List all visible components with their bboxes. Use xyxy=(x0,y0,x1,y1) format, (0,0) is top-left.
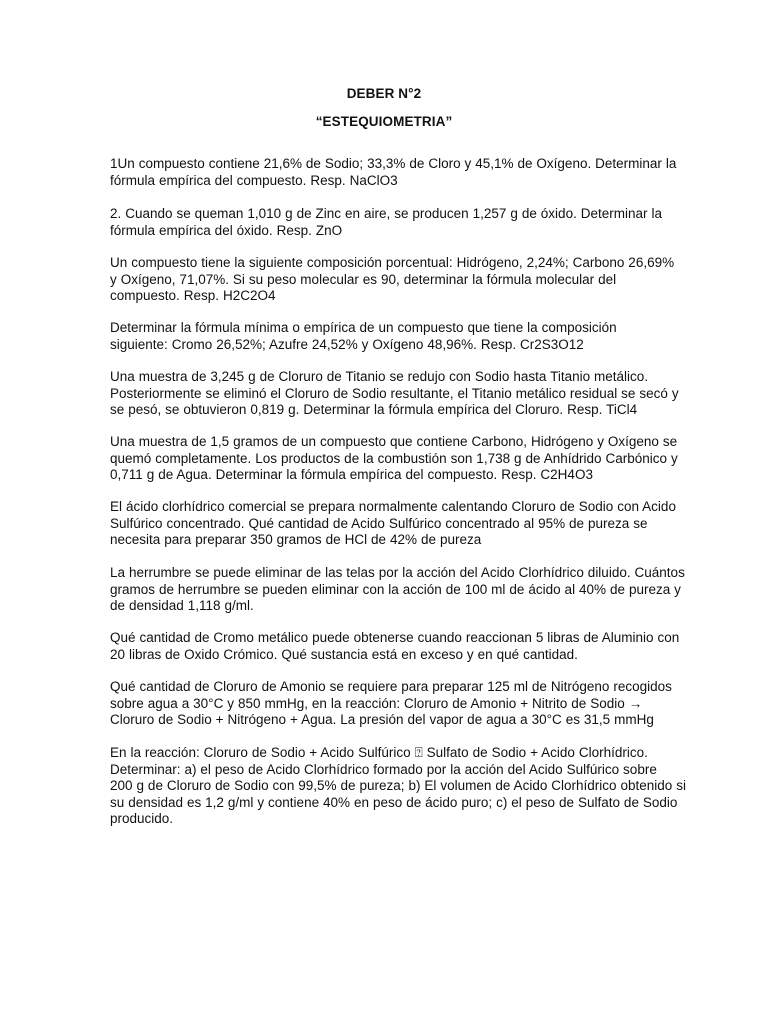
problem-line: necesita para preparar 350 gramos de HCl de 42% de pureza xyxy=(110,532,482,548)
problem-3 xyxy=(110,255,675,305)
problem-line: se pesó, se obtuvieron 0,819 g. Determinar la fórmula empírica del Cloruro. Resp. TiCl4 xyxy=(110,402,638,418)
problem-5 xyxy=(110,369,679,419)
problem-line: gramos de herrumbre se pueden eliminar con la acción de 100 ml de ácido al 40% de pureza y xyxy=(110,581,681,597)
problem-line: 2. Cuando se queman 1,010 g de Zinc en aire, se producen 1,257 g de óxido. Determinar la xyxy=(110,206,663,221)
problem-line: Cloruro de Sodio + Nitrógeno + Agua. La presión del vapor de agua a 30°C es 31,5 mmHg xyxy=(110,712,654,728)
problem-line: siguiente: Cromo 26,52%; Azufre 24,52% y Oxígeno 48,96%. Resp. Cr2S3O12 xyxy=(110,336,584,352)
problem-line: su densidad es 1,2 g/ml y contiene 40% en peso de ácido puro; c) el peso de Sulfato de Sodio xyxy=(110,794,678,810)
problem-line: Determinar: a) el peso de Acido Clorhídrico formado por la acción del Acido Sulfúrico sobre xyxy=(110,761,657,777)
problem-line: En la reacción: Cloruro de Sodio + Acido Sulfúrico ⍰ Sulfato de Sodio + Acido Clorhídrico. xyxy=(110,745,648,760)
problem-11 xyxy=(110,745,687,828)
problem-line: Qué cantidad de Cromo metálico puede obtenerse cuando reaccionan 5 libras de Aluminio con xyxy=(110,630,680,645)
problem-line: Una muestra de 1,5 gramos de un compuesto que contiene Carbono, Hidrógeno y Oxígeno se xyxy=(110,434,678,449)
problem-line: 1Un compuesto contiene 21,6% de Sodio; 33,3% de Cloro y 45,1% de Oxígeno. Determinar la xyxy=(110,156,677,171)
problem-7 xyxy=(110,499,676,549)
problem-2 xyxy=(110,206,663,239)
problem-line: sobre agua a 30°C y 850 mmHg, en la reacción: Cloruro de Amonio + Nitrito de Sodio → xyxy=(110,695,643,711)
problem-line: El ácido clorhídrico comercial se prepara normalmente calentando Cloruro de Sodio con Acido xyxy=(110,499,676,514)
problem-line: y Oxígeno, 71,07%. Si su peso molecular es 90, determinar la fórmula molecular del xyxy=(110,271,617,287)
problem-line: Un compuesto tiene la siguiente composición porcentual: Hidrógeno, 2,24%; Carbono 26,69% xyxy=(110,255,675,270)
problem-line: Posteriormente se eliminó el Cloruro de Sodio resultante, el Titanio metálico residual se secó y xyxy=(110,385,679,401)
problem-line: Sulfúrico concentrado. Qué cantidad de Acido Sulfúrico concentrado al 95% de pureza se xyxy=(110,515,648,531)
problem-line: Qué cantidad de Cloruro de Amonio se requiere para preparar 125 ml de Nitrógeno recogidos xyxy=(110,679,672,694)
document-title: DEBER N°2 xyxy=(346,86,422,101)
problem-line: compuesto. Resp. H2C2O4 xyxy=(110,288,276,304)
problem-line: producido. xyxy=(110,811,174,827)
problem-line: La herrumbre se puede eliminar de las telas por la acción del Acido Clorhídrico diluido. Cuántos xyxy=(110,565,685,580)
problem-8 xyxy=(110,565,685,615)
problem-line: quemó completamente. Los productos de la combustión son 1,738 g de Anhídrido Carbónico y xyxy=(110,450,678,466)
problem-line: Una muestra de 3,245 g de Cloruro de Titanio se redujo con Sodio hasta Titanio metálico. xyxy=(110,369,649,384)
problem-line: de densidad 1,118 g/ml. xyxy=(110,598,254,614)
problem-1 xyxy=(110,156,677,189)
problem-line: 0,711 g de Agua. Determinar la fórmula empírica del compuesto. Resp. C2H4O3 xyxy=(110,467,593,483)
document-subtitle: “ESTEQUIOMETRIA” xyxy=(315,114,453,129)
problem-line: fórmula empírica del compuesto. Resp. NaClO3 xyxy=(110,172,398,188)
problem-line: 20 libras de Oxido Crómico. Qué sustancia está en exceso y en qué cantidad. xyxy=(110,646,578,662)
problem-line: Determinar la fórmula mínima o empírica de un compuesto que tiene la composición xyxy=(110,320,617,335)
problem-4 xyxy=(110,320,658,353)
problem-line: fórmula empírica del óxido. Resp. ZnO xyxy=(110,222,343,238)
problem-10 xyxy=(110,679,672,729)
problem-9 xyxy=(110,630,680,663)
problem-line: 200 g de Cloruro de Sodio con 99,5% de pureza; b) El volumen de Acido Clorhídrico obtenido si xyxy=(110,778,687,794)
problem-6 xyxy=(110,434,678,484)
